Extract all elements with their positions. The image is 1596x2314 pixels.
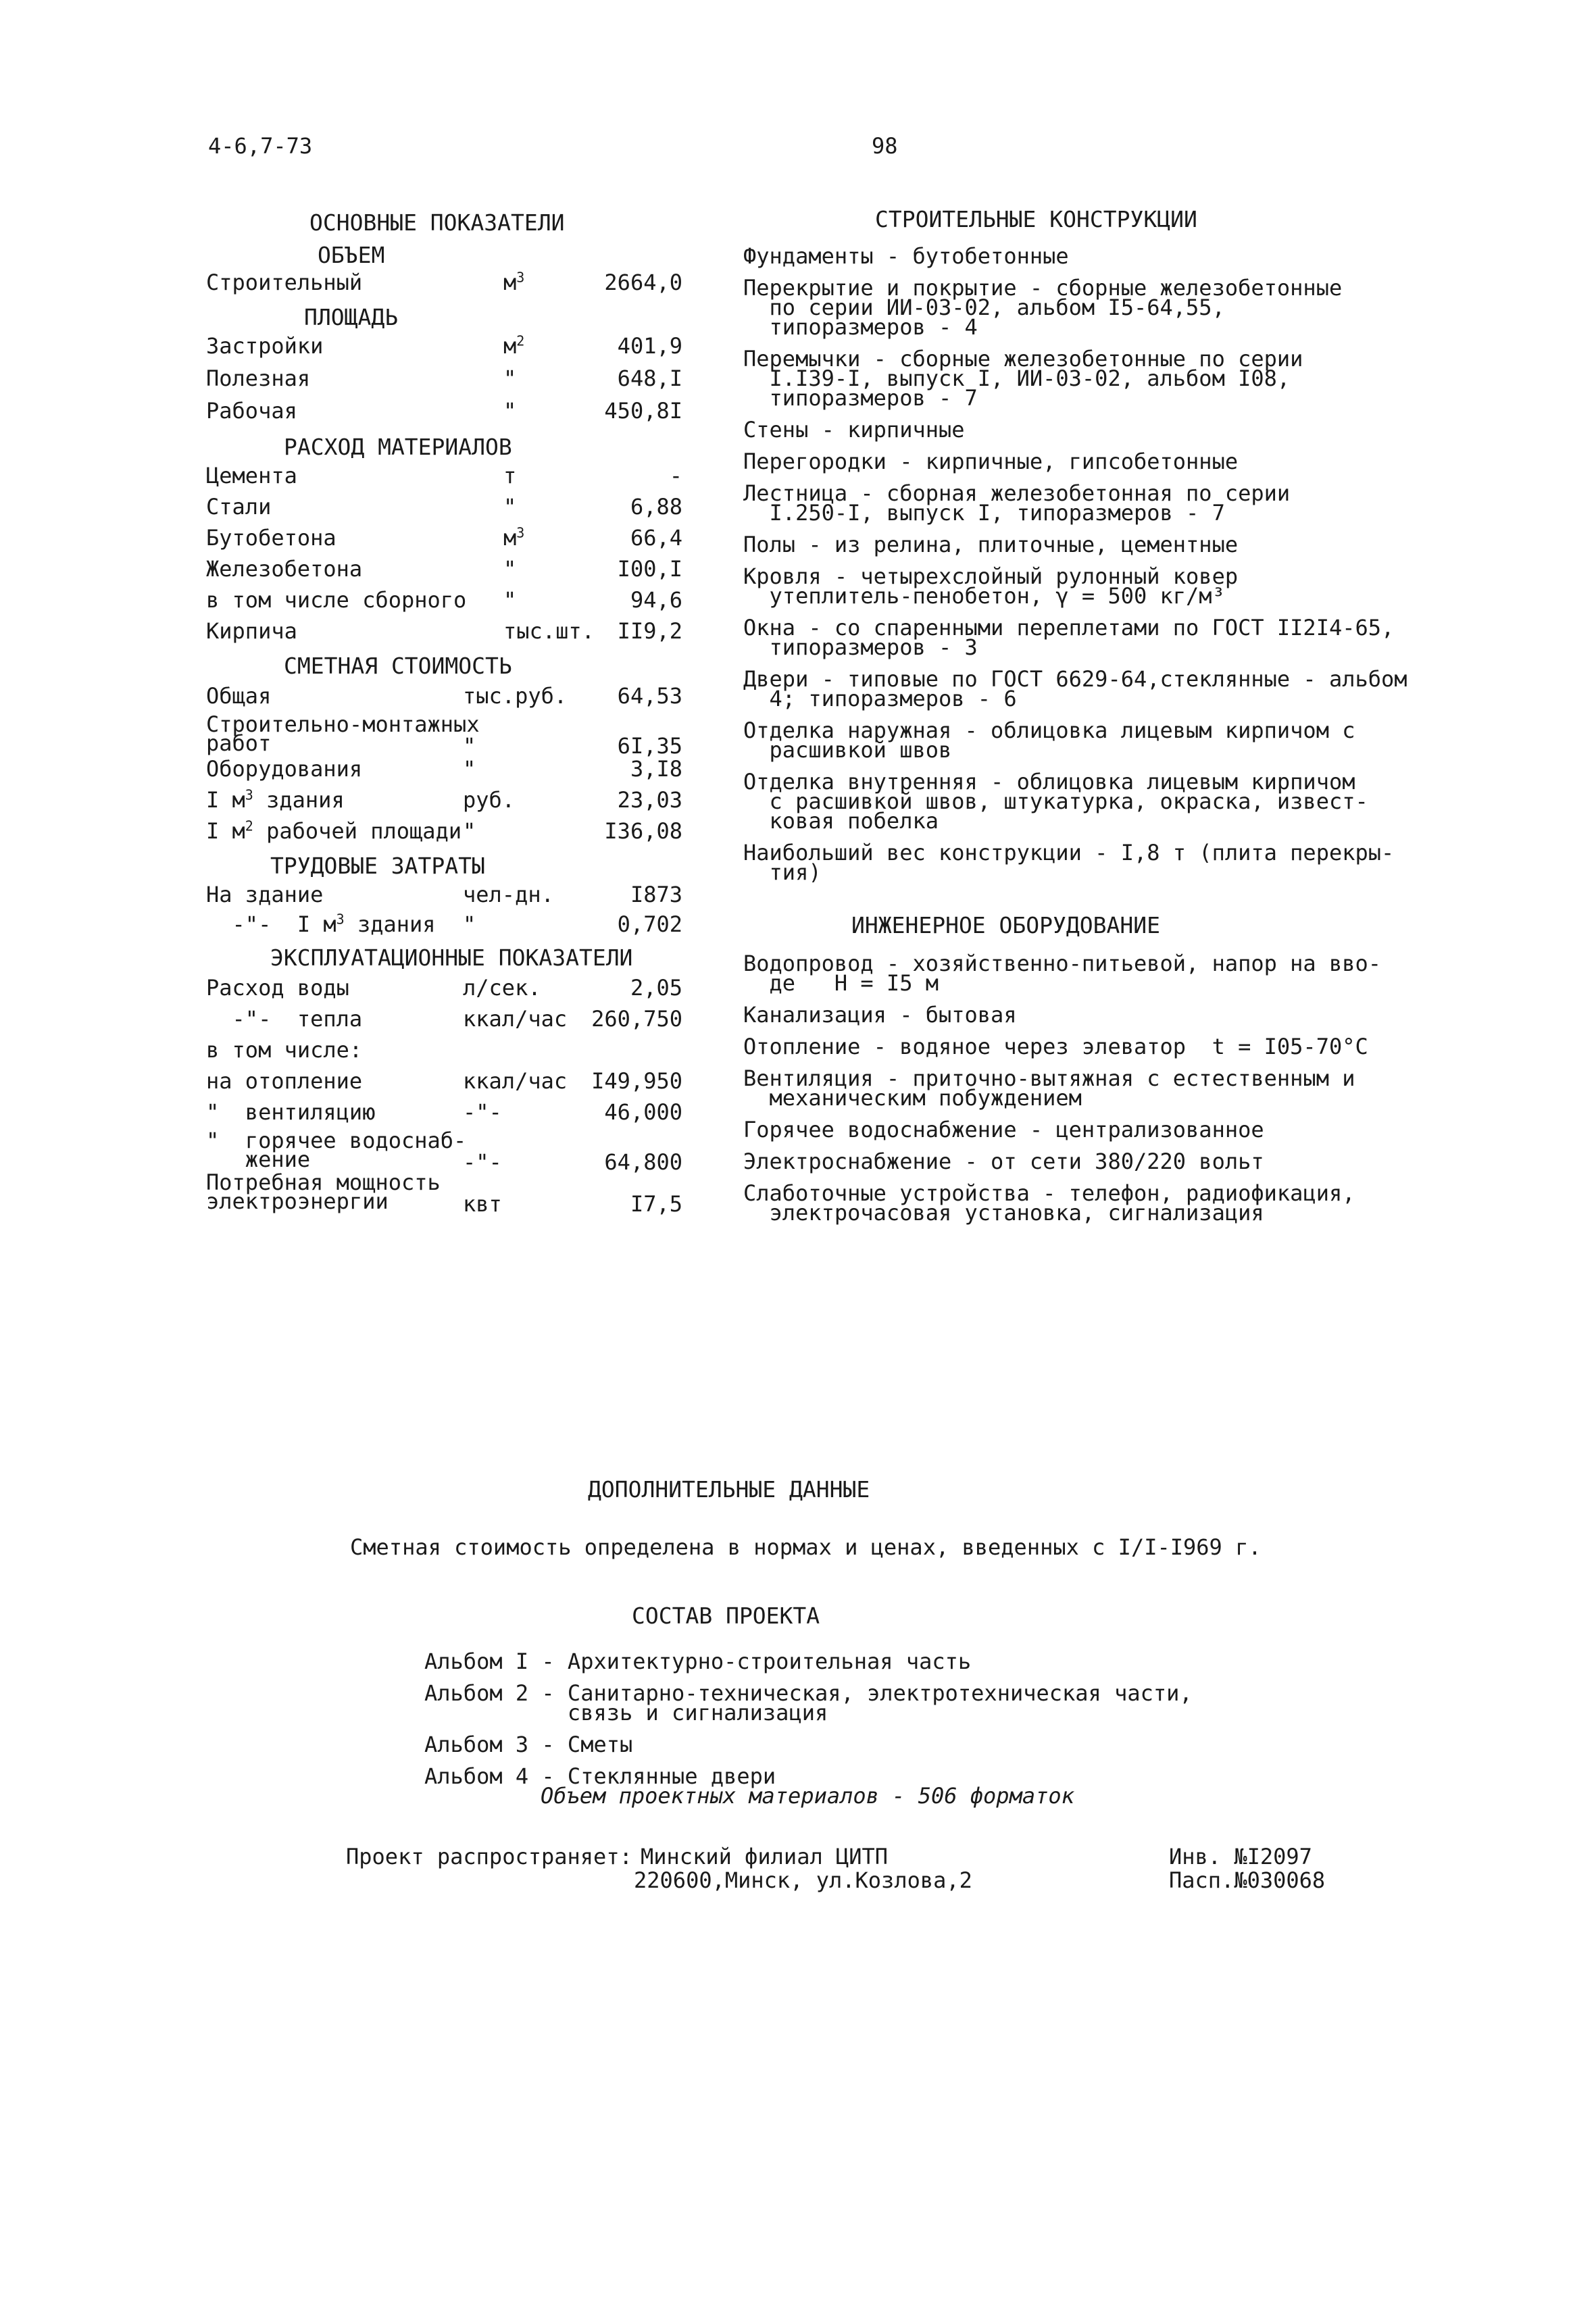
indicator-unit bbox=[503, 495, 516, 519]
distributor-label: Проект распространяет: bbox=[346, 1844, 632, 1869]
indicator-label bbox=[206, 819, 462, 843]
indicator-label-text: Строительный bbox=[206, 270, 363, 295]
album-item: Альбом 4 - Стеклянные двери bbox=[424, 1763, 776, 1789]
indicator-label-text: Полезная bbox=[206, 366, 311, 391]
indicator-unit bbox=[463, 734, 476, 758]
indicator-label bbox=[206, 684, 271, 708]
structure-item: Кровля - четырехслойный рулонный ковер утеплитель-пенобетон, γ = 500 кг/м³ bbox=[743, 563, 1239, 609]
indicator-unit bbox=[463, 912, 476, 936]
indicator-value: I00,I bbox=[617, 556, 682, 582]
indicator-value: 0,702 bbox=[617, 911, 682, 937]
indicator-label bbox=[206, 912, 436, 936]
indicator-label bbox=[206, 1169, 441, 1214]
indicator-unit-text: тыс.руб. bbox=[463, 683, 568, 709]
indicator-label bbox=[206, 976, 349, 1000]
indicator-unit-text: ккал/час bbox=[463, 1006, 568, 1032]
indicator-unit-text: -"- bbox=[463, 1149, 502, 1175]
indicator-label-text: -"- I м bbox=[206, 911, 336, 937]
indicator-unit bbox=[463, 788, 515, 812]
indicator-label-exponent: 2 bbox=[245, 818, 253, 834]
materials-section-title: РАСХОД МАТЕРИАЛОВ bbox=[284, 434, 512, 460]
indicator-value: I7,5 bbox=[630, 1191, 682, 1217]
indicator-unit-text: " bbox=[463, 911, 476, 937]
indicator-unit-text: м bbox=[503, 270, 517, 295]
inventory-number: Инв. №I2097 bbox=[1169, 1844, 1312, 1869]
indicator-value: 3,I8 bbox=[630, 756, 682, 782]
indicator-label bbox=[206, 1007, 362, 1031]
indicator-label bbox=[206, 495, 271, 519]
indicator-unit-text: руб. bbox=[463, 787, 516, 813]
indicator-label-text: Цемента bbox=[206, 463, 297, 488]
indicator-unit-text: " bbox=[503, 556, 517, 582]
indicator-label-text: Оборудования bbox=[206, 756, 363, 782]
album-item: Альбом 2 - Санитарно-техническая, электротехническая части, связь и сигнализация bbox=[424, 1680, 1193, 1726]
structure-item: Фундаменты - бутобетонные bbox=[743, 243, 1069, 269]
additional-data-text: Сметная стоимость определена в нормах и ценах, введенных с I/I-I969 г. bbox=[350, 1534, 1262, 1560]
indicator-unit-text: чел-дн. bbox=[463, 882, 554, 907]
indicator-unit bbox=[463, 684, 567, 708]
area-section-title: ПЛОЩАДЬ bbox=[304, 304, 399, 330]
structure-item: Отделка наружная - облицовка лицевым кирпичом с расшивкой швов bbox=[743, 718, 1355, 763]
indicator-label bbox=[206, 619, 297, 643]
indicator-value: I873 bbox=[630, 882, 682, 907]
indicator-label bbox=[206, 1100, 375, 1124]
indicator-unit bbox=[463, 976, 541, 1000]
indicator-label bbox=[206, 270, 362, 295]
indicator-value: I49,950 bbox=[591, 1068, 682, 1094]
additional-data-title: ДОПОЛНИТЕЛЬНЫЕ ДАННЫЕ bbox=[588, 1476, 870, 1503]
indicator-unit bbox=[463, 757, 476, 781]
structure-item: Стены - кирпичные bbox=[743, 417, 965, 443]
indicator-value: I36,08 bbox=[604, 818, 682, 844]
indicator-unit bbox=[503, 588, 516, 612]
indicator-unit-exponent: 3 bbox=[516, 269, 525, 286]
indicator-label-text: Стали bbox=[206, 494, 272, 520]
indicator-value: - bbox=[669, 463, 682, 488]
indicator-label bbox=[206, 399, 297, 423]
indicator-unit-text: " bbox=[463, 733, 476, 759]
indicator-value: 2,05 bbox=[630, 975, 682, 1001]
composition-title: СОСТАВ ПРОЕКТА bbox=[632, 1603, 820, 1629]
indicator-unit bbox=[463, 1007, 567, 1031]
indicator-unit-text: -"- bbox=[463, 1099, 502, 1125]
structure-item: Перегородки - кирпичные, гипсобетонные bbox=[743, 449, 1239, 474]
indicator-label bbox=[206, 463, 297, 488]
indicator-label-text: Железобетона bbox=[206, 556, 363, 582]
structure-item: Полы - из релина, плиточные, цементные bbox=[743, 532, 1239, 557]
indicator-unit bbox=[463, 1150, 502, 1174]
indicator-label-text: Строительно-монтажных работ bbox=[206, 711, 480, 756]
indicator-unit-text: " bbox=[503, 494, 517, 520]
engineering-item: Горячее водоснабжение - централизованное bbox=[743, 1117, 1264, 1142]
distributor-name: Минский филиал ЦИТП bbox=[641, 1844, 889, 1869]
indicator-unit bbox=[503, 270, 524, 295]
indicator-value: 66,4 bbox=[630, 525, 682, 551]
indicator-label-text: Потребная мощность электроэнергии bbox=[206, 1169, 441, 1214]
indicator-label-text: " горячее водоснаб- жение bbox=[206, 1128, 467, 1172]
cost-section-title: СМЕТНАЯ СТОИМОСТЬ bbox=[284, 653, 512, 679]
indicator-unit-text: " bbox=[503, 587, 517, 613]
main-indicators-title: ОСНОВНЫЕ ПОКАЗАТЕЛИ bbox=[309, 209, 565, 236]
indicator-unit bbox=[503, 463, 516, 488]
indicator-unit-text: квт bbox=[463, 1191, 502, 1217]
engineering-item: Слаботочные устройства - телефон, радиофикация, электрочасовая установка, сигнализация bbox=[743, 1180, 1355, 1226]
main-indicators-table bbox=[206, 243, 699, 1297]
structure-item: Окна - со спаренными переплетами по ГОСТ II2I4-65, типоразмеров - 3 bbox=[743, 615, 1395, 660]
indicator-unit-text: ккал/час bbox=[463, 1068, 568, 1094]
structure-item: Перемычки - сборные железобетонные по серии I.I39-I, выпуск I, ИИ-03-02, альбом I08, типоразмеров - 7 bbox=[743, 346, 1303, 411]
indicator-label bbox=[206, 757, 362, 781]
structures-list bbox=[743, 243, 1581, 1294]
indicator-unit bbox=[503, 526, 524, 550]
indicator-label bbox=[206, 526, 336, 550]
indicator-label-suffix: здания bbox=[253, 787, 345, 813]
indicator-value: 401,9 bbox=[617, 333, 682, 359]
album-item: Альбом 3 - Сметы bbox=[424, 1732, 633, 1757]
indicator-label bbox=[206, 1128, 467, 1172]
indicator-unit bbox=[503, 399, 516, 423]
indicator-label-text: На здание bbox=[206, 882, 324, 907]
engineering-item: Канализация - бытовая bbox=[743, 1002, 1017, 1028]
indicator-label-text: I м bbox=[206, 818, 245, 844]
indicator-unit bbox=[463, 819, 476, 843]
indicator-label-text: " вентиляцию bbox=[206, 1099, 376, 1125]
indicator-value: 2664,0 bbox=[604, 270, 682, 295]
indicator-unit-text: л/сек. bbox=[463, 975, 541, 1001]
indicator-label bbox=[206, 1069, 362, 1093]
indicator-unit-text: " bbox=[463, 818, 476, 844]
indicator-label bbox=[206, 366, 310, 391]
indicator-label-text: I м bbox=[206, 787, 245, 813]
labor-section-title: ТРУДОВЫЕ ЗАТРАТЫ bbox=[270, 853, 485, 879]
structure-item: Наибольший вес конструкции - I,8 т (плита перекры- тия) bbox=[743, 840, 1395, 885]
indicator-value: 260,750 bbox=[591, 1006, 682, 1032]
indicator-label-text: в том числе: bbox=[206, 1037, 363, 1063]
indicator-label bbox=[206, 334, 323, 358]
operation-section-title: ЭКСПЛУАТАЦИОННЫЕ ПОКАЗАТЕЛИ bbox=[270, 945, 633, 971]
engineering-item: Водопровод - хозяйственно-питьевой, напор на вво- де Н = I5 м bbox=[743, 951, 1382, 996]
indicator-unit-text: м bbox=[503, 333, 517, 359]
indicator-unit bbox=[503, 366, 516, 391]
engineering-item: Вентиляция - приточно-вытяжная с естественным и механическим побуждением bbox=[743, 1065, 1355, 1111]
indicator-value: 648,I bbox=[617, 366, 682, 391]
indicator-unit-exponent: 3 bbox=[516, 524, 525, 541]
indicator-label bbox=[206, 711, 480, 756]
structure-item: Перекрытие и покрытие - сборные железобетонные по серии ИИ-03-02, альбом I5-64,55, типоразмеров - 4 bbox=[743, 275, 1343, 340]
indicator-label-suffix: рабочей площади bbox=[253, 818, 462, 844]
indicator-label-text: Кирпича bbox=[206, 618, 297, 644]
document-code: 4-6,7-73 bbox=[208, 133, 313, 159]
distributor-address: 220600,Минск, ул.Козлова,2 bbox=[634, 1867, 972, 1893]
indicator-unit-text: " bbox=[503, 398, 517, 424]
indicator-label-suffix: здания bbox=[344, 911, 436, 937]
structure-item: Отделка внутренняя - облицовка лицевым кирпичом с расшивкой швов, штукатурка, окраска, извест- ковая побелка bbox=[743, 769, 1368, 834]
engineering-item: Отопление - водяное через элеватор t = I05-70°С bbox=[743, 1034, 1368, 1059]
indicator-label-text: в том числе сборного bbox=[206, 587, 467, 613]
indicator-value: 450,8I bbox=[604, 398, 682, 424]
indicator-value: 64,53 bbox=[617, 683, 682, 709]
engineering-item: Электроснабжение - от сети 380/220 вольт bbox=[743, 1149, 1264, 1174]
indicator-unit-text: тыс.шт. bbox=[503, 618, 595, 644]
indicator-unit-text: м bbox=[503, 525, 517, 551]
structures-title: СТРОИТЕЛЬНЫЕ КОНСТРУКЦИИ bbox=[875, 206, 1197, 232]
indicator-unit bbox=[463, 1192, 502, 1216]
volume-note: Объем проектных материалов - 506 форматок bbox=[541, 1783, 1074, 1809]
structure-item: Двери - типовые по ГОСТ 6629-64,стеклянные - альбом 4; типоразмеров - 6 bbox=[743, 666, 1407, 711]
indicator-value: 46,000 bbox=[604, 1099, 682, 1125]
indicator-label-text: Рабочая bbox=[206, 398, 297, 424]
indicator-value: 64,800 bbox=[604, 1149, 682, 1175]
indicator-unit-text: " bbox=[503, 366, 517, 391]
structure-item: Лестница - сборная железобетонная по серии I.250-I, выпуск I, типоразмеров - 7 bbox=[743, 480, 1291, 526]
passport-number: Пасп.№030068 bbox=[1169, 1867, 1326, 1893]
indicator-label-text: на отопление bbox=[206, 1068, 363, 1094]
indicator-unit-text: " bbox=[463, 756, 476, 782]
indicator-value: 23,03 bbox=[617, 787, 682, 813]
indicator-value: 6I,35 bbox=[617, 733, 682, 759]
indicator-unit bbox=[503, 619, 595, 643]
indicator-unit bbox=[463, 1100, 502, 1124]
indicator-value: 94,6 bbox=[630, 587, 682, 613]
indicator-unit bbox=[503, 557, 516, 581]
indicator-label-text: Расход воды bbox=[206, 975, 349, 1001]
indicator-label-exponent: 3 bbox=[245, 786, 253, 803]
album-item: Альбом I - Архитектурно-строительная часть bbox=[424, 1649, 972, 1674]
indicator-label bbox=[206, 1038, 362, 1062]
indicator-label bbox=[206, 788, 345, 812]
indicator-label bbox=[206, 882, 323, 907]
volume-section-title: ОБЪЕМ bbox=[318, 242, 385, 268]
indicator-label bbox=[206, 557, 362, 581]
indicator-label-exponent: 3 bbox=[336, 911, 345, 928]
indicator-unit bbox=[463, 1069, 567, 1093]
indicator-unit-text: т bbox=[503, 463, 517, 488]
composition-list bbox=[424, 1649, 1303, 1801]
indicator-label bbox=[206, 588, 466, 612]
page-number: 98 bbox=[872, 133, 898, 159]
indicator-label-text: Застройки bbox=[206, 333, 324, 359]
indicator-unit bbox=[463, 882, 554, 907]
indicator-value: 6,88 bbox=[630, 494, 682, 520]
engineering-title: ИНЖЕНЕРНОЕ ОБОРУДОВАНИЕ bbox=[851, 912, 1160, 938]
indicator-label-text: Бутобетона bbox=[206, 525, 336, 551]
indicator-unit bbox=[503, 334, 524, 358]
indicator-unit-exponent: 2 bbox=[516, 332, 525, 349]
indicator-value: II9,2 bbox=[617, 618, 682, 644]
indicator-label-text: Общая bbox=[206, 683, 272, 709]
indicator-label-text: -"- тепла bbox=[206, 1006, 363, 1032]
